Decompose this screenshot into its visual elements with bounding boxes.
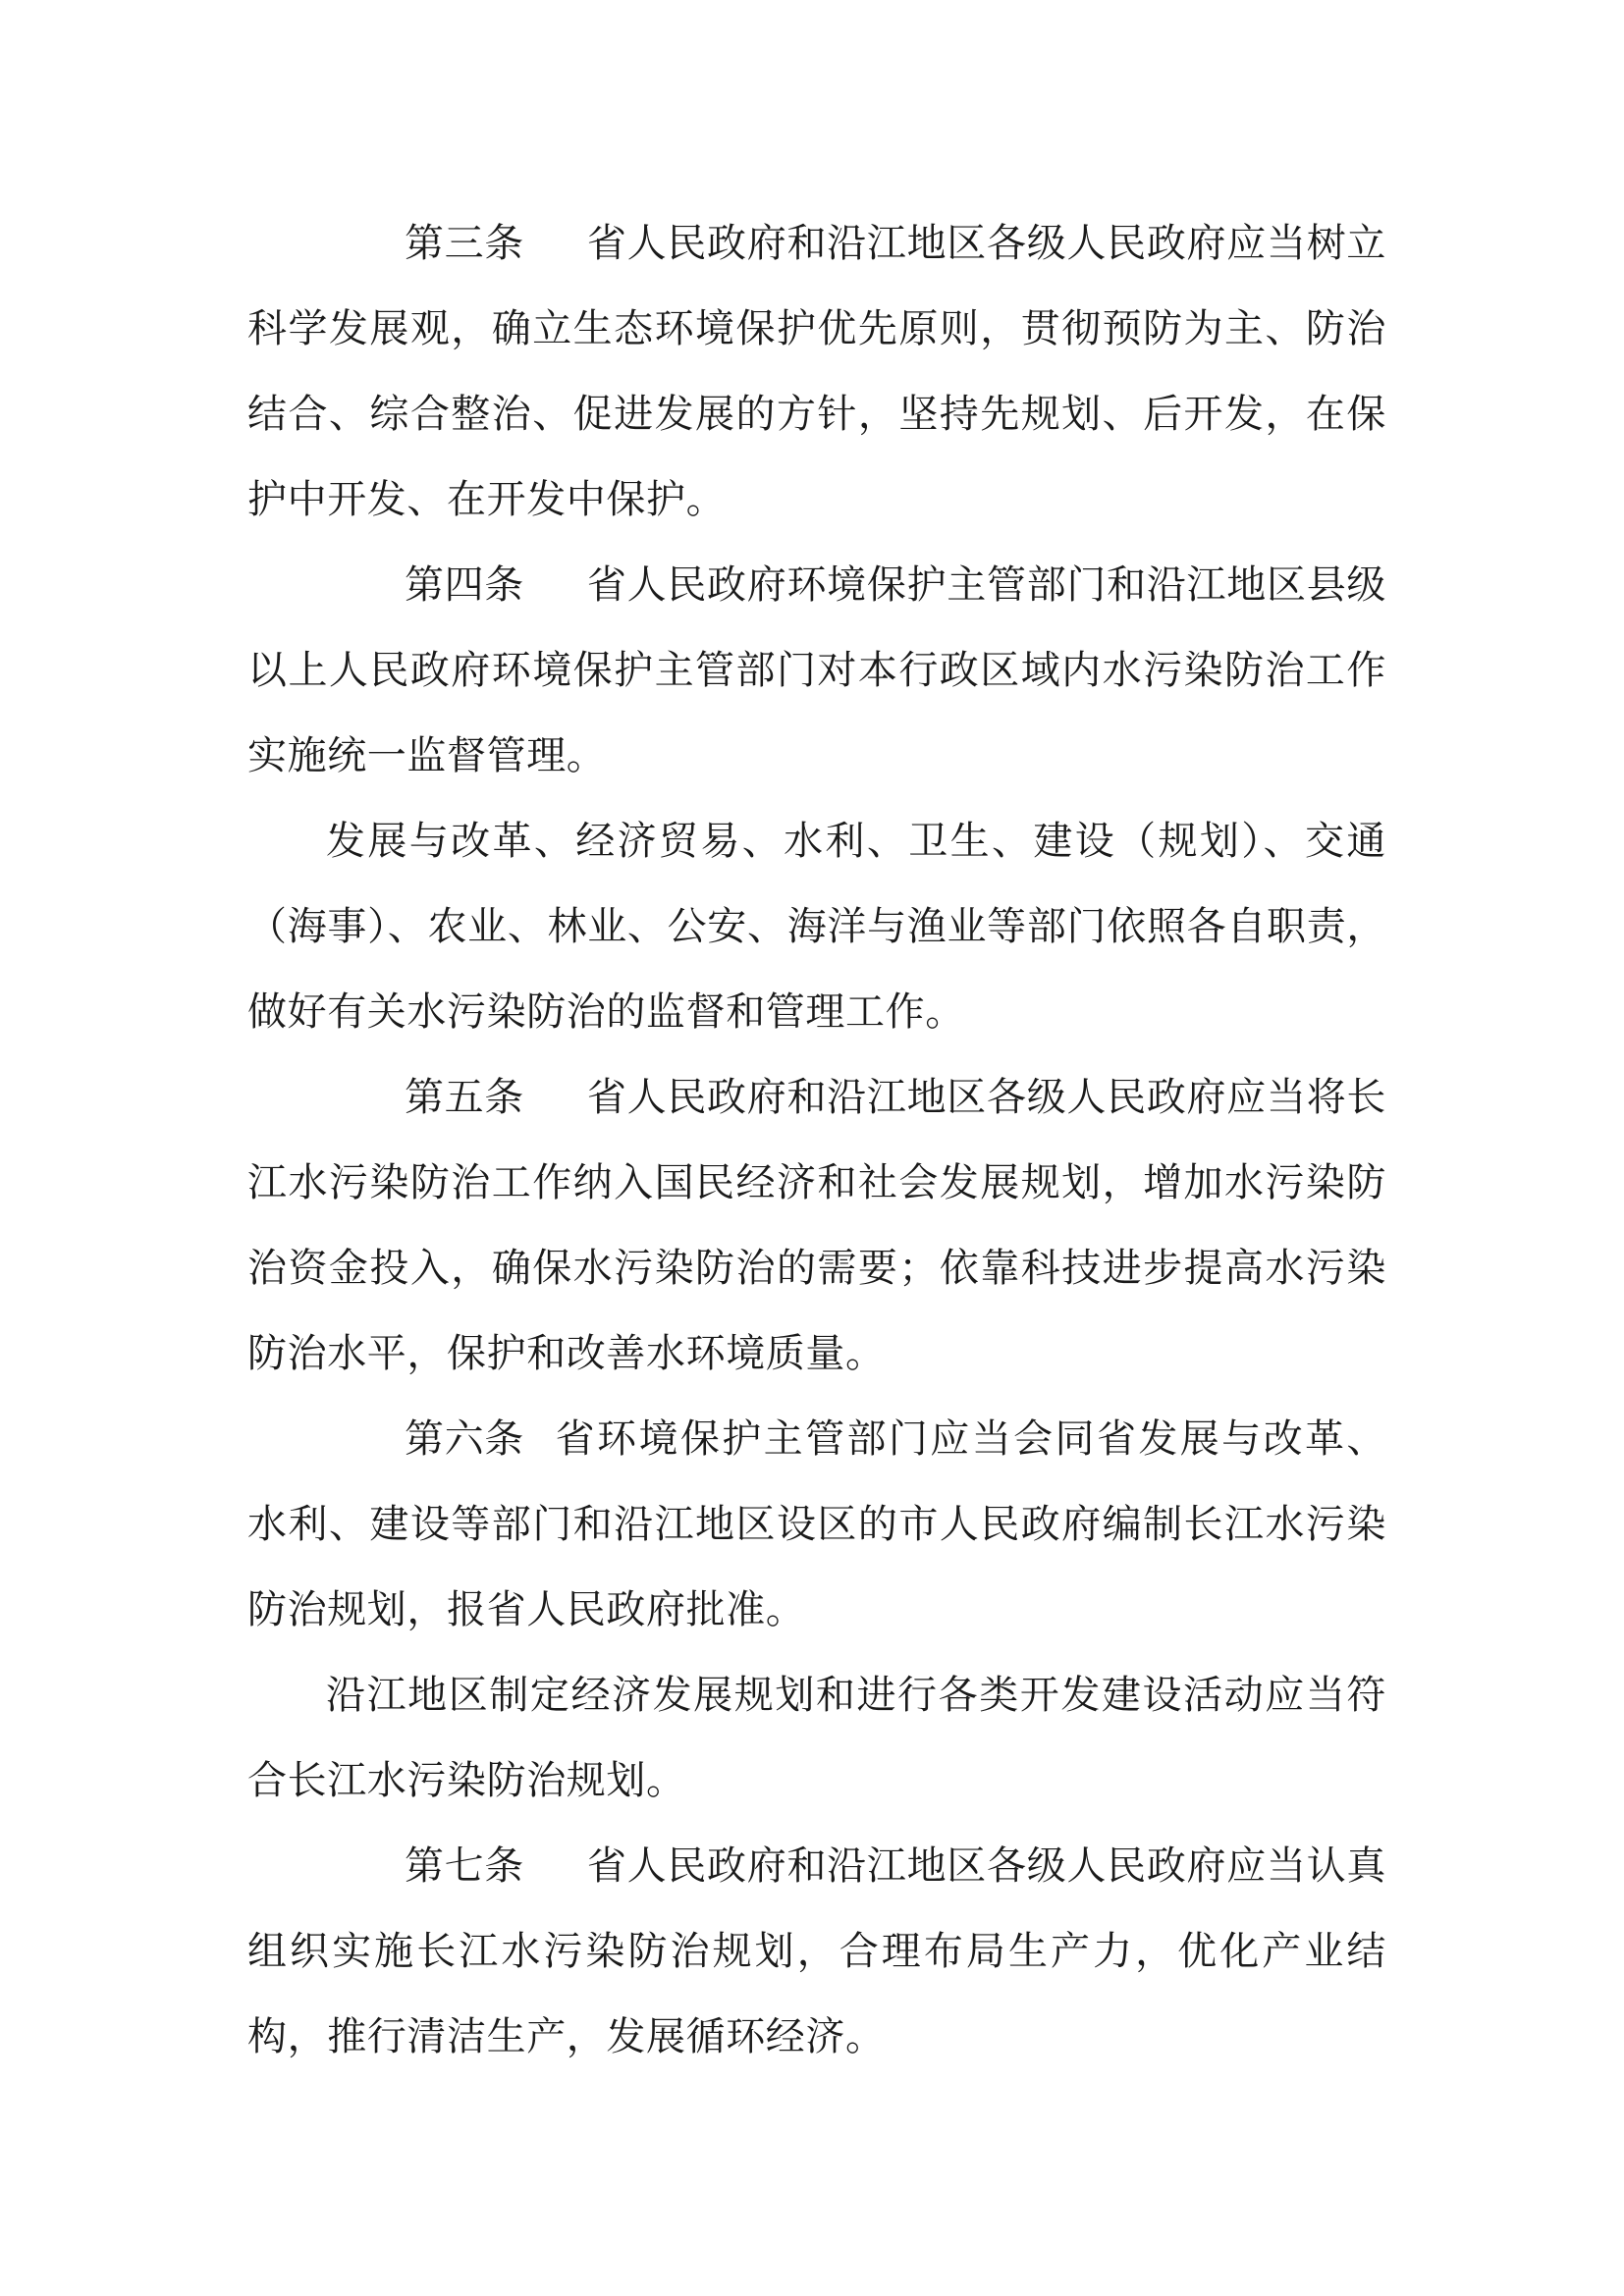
article-3-text: 省人民政府和沿江地区各级人民政府应当树立科学发展观，确立生态环境保护优先原则，贯彻预防为主、防治结合、综合整治、促进发展的方针，坚持先规划、后开发，在保护中开发、在开发中保护。 bbox=[247, 221, 1386, 522]
article-5-label: 第五条 bbox=[405, 1075, 524, 1120]
article-4-continuation-text: 发展与改革、经济贸易、水利、卫生、建设（规划）、交通（海事）、农业、林业、公安、海洋与渔业等部门依照各自职责，做好有关水污染防治的监督和管理工作。 bbox=[247, 819, 1386, 1035]
article-7-label: 第七条 bbox=[405, 1843, 524, 1889]
article-4-text: 省人民政府环境保护主管部门和沿江地区县级以上人民政府环境保护主管部门对本行政区域内水污染防治工作实施统一监督管理。 bbox=[247, 562, 1386, 778]
article-3-paragraph bbox=[247, 201, 1386, 543]
article-4-continuation-paragraph bbox=[247, 799, 1386, 1055]
article-3-label: 第三条 bbox=[405, 221, 524, 266]
article-6-continuation-text: 沿江地区制定经济发展规划和进行各类开发建设活动应当符合长江水污染防治规划。 bbox=[247, 1673, 1386, 1803]
article-7-text: 省人民政府和沿江地区各级人民政府应当认真组织实施长江水污染防治规划，合理布局生产力，优化产业结构，推行清洁生产，发展循环经济。 bbox=[247, 1843, 1386, 2059]
article-6-label: 第六条 bbox=[405, 1416, 524, 1462]
article-6-continuation-paragraph bbox=[247, 1653, 1386, 1824]
article-7-paragraph bbox=[247, 1824, 1386, 2080]
document-body bbox=[247, 201, 1386, 2080]
article-6-paragraph bbox=[247, 1397, 1386, 1653]
article-4-label: 第四条 bbox=[405, 562, 524, 608]
article-6-text: 省环境保护主管部门应当会同省发展与改革、水利、建设等部门和沿江地区设区的市人民政府编制长江水污染防治规划，报省人民政府批准。 bbox=[247, 1416, 1386, 1632]
article-5-text: 省人民政府和沿江地区各级人民政府应当将长江水污染防治工作纳入国民经济和社会发展规划，增加水污染防治资金投入，确保水污染防治的需要；依靠科技进步提高水污染防治水平，保护和改善水环境质量。 bbox=[247, 1075, 1386, 1376]
article-4-paragraph bbox=[247, 543, 1386, 799]
article-5-paragraph bbox=[247, 1055, 1386, 1397]
